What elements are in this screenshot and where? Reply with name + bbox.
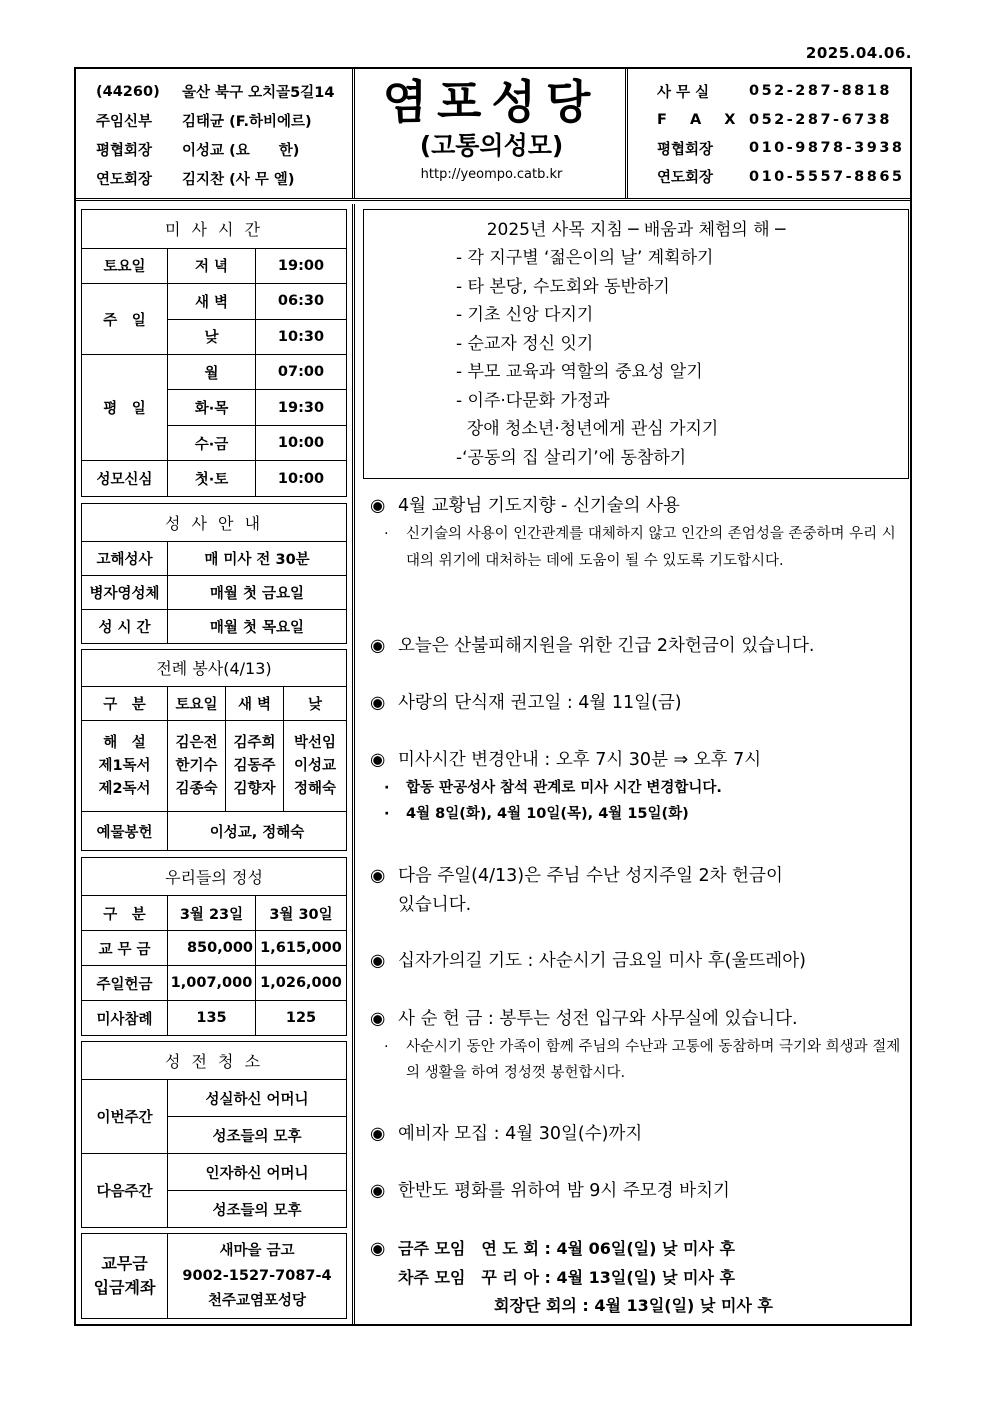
mass-time: 월 — [168, 354, 256, 389]
contact-row — [657, 163, 910, 192]
contact-value: 010-5557-8865 — [749, 168, 905, 185]
goal-item: - 기초 신앙 다지기 — [456, 305, 594, 325]
liturgy-head: 토요일 — [168, 686, 226, 721]
liturgy-day: 박선임 이성교 정해숙 — [284, 721, 347, 812]
info-value: 김지찬 (사 무 엘) — [182, 172, 295, 188]
mass-time: 새 벽 — [168, 284, 256, 319]
meeting-text: 금주 모임 연 도 회 : 4월 06일(일) 낮 미사 후 — [398, 1239, 735, 1258]
mass-time: 수·금 — [168, 425, 256, 460]
offering-head: 3월 30일 — [256, 896, 347, 931]
mass-time: 첫·토 — [168, 461, 256, 497]
offering-value: 135 — [168, 1001, 256, 1036]
contact-row — [657, 106, 910, 135]
info-row — [96, 77, 352, 106]
bullet-icon: ◉ — [370, 1009, 386, 1029]
mass-hour: 10:00 — [256, 425, 347, 460]
cleaning-group: 성실하신 어머니 — [168, 1080, 347, 1117]
sacrament-title: 성 사 안 내 — [82, 504, 347, 542]
bullet-icon: ◉ — [370, 1181, 386, 1201]
notice-item — [370, 689, 910, 718]
notice-subtext: 사순시기 동안 가족이 함께 주님의 수난과 고통에 동참하며 극기와 희생과 절제의 생활을 하여 정성껏 봉헌합시다. — [406, 1039, 901, 1081]
contact-value: 052-287-8818 — [749, 83, 892, 100]
bullet-icon: ◉ — [370, 750, 386, 770]
header — [76, 69, 910, 201]
contact-key: F A X — [657, 111, 745, 128]
cleaning-group: 인자하신 어머니 — [168, 1154, 347, 1191]
pastoral-goals-box — [363, 209, 909, 479]
sacrament-table — [81, 503, 347, 644]
liturgy-dawn: 김주희 김동주 김향자 — [226, 721, 284, 812]
info-row — [96, 106, 352, 135]
parish-title: 염포성당 — [382, 75, 601, 129]
liturgy-head: 구 분 — [82, 686, 168, 721]
contact-row — [657, 134, 910, 163]
liturgy-roles: 해 설 제1독서 제2독서 — [82, 721, 168, 812]
notice-text: 사랑의 단식재 권고일 : 4월 11일(금) — [398, 693, 682, 713]
sacrament-key: 고해성사 — [82, 542, 168, 576]
dot-icon: · — [384, 526, 389, 542]
sacrament-key: 성 시 간 — [82, 610, 168, 644]
mass-hour: 10:00 — [256, 461, 347, 497]
account-value: 새마을 금고 9002-1527-7087-4 천주교염포성당 — [168, 1234, 347, 1319]
info-value: 울산 북구 오치골5길14 — [182, 85, 335, 101]
contact-key: 평협회장 — [657, 141, 714, 158]
offering-key: 미사참례 — [82, 1001, 168, 1036]
meeting-text: 회장단 회의 : 4월 13일(일) 낮 미사 후 — [494, 1296, 773, 1315]
liturgy-table — [81, 649, 347, 851]
account-key: 교무금 입금계좌 — [82, 1234, 168, 1319]
contact-value: 052-287-6738 — [749, 111, 892, 128]
offertory-value: 이성교, 정해숙 — [168, 812, 347, 851]
offering-table — [81, 857, 347, 1036]
mass-hour: 19:30 — [256, 390, 347, 425]
notice-subtext: 4월 8일(화), 4월 10일(목), 4월 15일(화) — [406, 806, 689, 822]
mass-time: 화·목 — [168, 390, 256, 425]
offering-key: 교 무 금 — [82, 931, 168, 966]
notice-item — [370, 947, 910, 976]
parish-subtitle: (고통의성모) — [419, 131, 564, 160]
notice-subtext: 신기술의 사용이 인간관계를 대체하지 않고 인간의 존엄성을 존중하며 우리 시대의 위기에 대처하는 데에 도움이 될 수 있도록 기도합시다. — [406, 526, 896, 569]
parish-title-block — [358, 69, 628, 198]
dot-icon: · — [384, 806, 390, 822]
goal-item: - 순교자 정신 잇기 — [456, 333, 594, 354]
offering-value: 1,007,000 — [168, 966, 256, 1001]
mass-day: 토요일 — [82, 248, 168, 283]
bullet-icon: ◉ — [370, 693, 386, 713]
notice-text: 4월 교황님 기도지향 - 신기술의 사용 — [398, 496, 680, 516]
liturgy-sat: 김은전 한기수 김종숙 — [168, 721, 226, 812]
notice-item — [370, 1005, 910, 1086]
cleaning-week: 다음주간 — [82, 1154, 168, 1228]
offering-head: 구 분 — [82, 896, 168, 931]
notice-text: 미사시간 변경안내 : 오후 7시 30분 ⇒ 오후 7시 — [398, 750, 762, 770]
sacrament-key: 병자영성체 — [82, 576, 168, 610]
goal-item: 장애 청소년·청년에게 관심 가지기 — [456, 419, 719, 439]
mass-hour: 19:00 — [256, 248, 347, 283]
bullet-icon: ◉ — [370, 951, 386, 971]
notice-item — [370, 1177, 910, 1206]
mass-time: 낮 — [168, 319, 256, 354]
notice-text: 십자가의길 기도 : 사순시기 금요일 미사 후(울뜨레아) — [398, 951, 806, 971]
contact-row — [657, 77, 910, 106]
notice-item — [370, 492, 910, 575]
offering-value: 850,000 — [168, 931, 256, 966]
contact-key: 사 무 실 — [657, 84, 710, 101]
liturgy-head: 새 벽 — [226, 686, 284, 721]
goal-item: - 이주·다문화 가정과 — [456, 390, 610, 411]
notice-item — [370, 862, 910, 920]
bullet-icon: ◉ — [370, 636, 386, 656]
notice-item — [370, 632, 910, 661]
notice-text: 예비자 모집 : 4월 30일(수)까지 — [398, 1124, 643, 1144]
parish-url[interactable]: http://yeompo.catb.kr — [420, 167, 563, 182]
offering-value: 125 — [256, 1001, 347, 1036]
notice-item — [370, 1235, 910, 1321]
mass-day: 평 일 — [82, 354, 168, 460]
cleaning-week: 이번주간 — [82, 1080, 168, 1154]
goal-item: -‘공동의 집 살리기’에 동참하기 — [456, 447, 687, 468]
notice-text: 한반도 평화를 위하여 밤 9시 주모경 바치기 — [398, 1181, 730, 1201]
liturgy-title: 전례 봉사(4/13) — [82, 650, 347, 687]
left-column — [76, 204, 355, 1326]
liturgy-head: 낮 — [284, 686, 347, 721]
info-key: 주임신부 — [96, 114, 153, 130]
mass-schedule-table — [81, 209, 347, 497]
bulletin-date: 2025.04.06. — [805, 44, 912, 62]
mass-hour: 10:30 — [256, 319, 347, 354]
bulletin-frame — [74, 67, 912, 1326]
offering-value: 1,026,000 — [256, 966, 347, 1001]
right-column — [358, 204, 910, 1326]
mass-day: 성모신심 — [82, 461, 168, 497]
cleaning-title: 성 전 청 소 — [82, 1042, 347, 1080]
cleaning-table — [81, 1041, 347, 1228]
notice-item — [370, 746, 910, 827]
notice-text: 있습니다. — [398, 895, 472, 915]
offering-title: 우리들의 정성 — [82, 858, 347, 896]
notice-item — [370, 1120, 910, 1149]
offering-value: 1,615,000 — [256, 931, 347, 966]
goal-item: - 각 지구별 ‘젊은이의 날’ 계획하기 — [456, 248, 714, 268]
contact-key: 연도회장 — [657, 170, 714, 187]
sacrament-value: 매월 첫 목요일 — [168, 610, 347, 644]
cleaning-group: 성조들의 모후 — [168, 1117, 347, 1154]
meeting-text: 차주 모임 꾸 리 아 : 4월 13일(일) 낮 미사 후 — [398, 1267, 735, 1287]
bullet-icon: ◉ — [370, 866, 386, 886]
info-key: (44260) — [96, 83, 160, 100]
dot-icon: · — [384, 1039, 389, 1055]
info-key: 연도회장 — [96, 172, 153, 188]
notice-text: 오늘은 산불피해지원을 위한 긴급 2차헌금이 있습니다. — [398, 636, 815, 656]
dot-icon: · — [384, 780, 390, 796]
cleaning-group: 성조들의 모후 — [168, 1191, 347, 1228]
mass-hour: 06:30 — [256, 284, 347, 319]
info-value: 이성교 (요 한) — [182, 143, 300, 159]
bullet-icon: ◉ — [370, 1239, 386, 1259]
notice-subtext: 합동 판공성사 참석 관계로 미사 시간 변경합니다. — [406, 780, 722, 796]
info-row — [96, 135, 352, 164]
bullet-icon: ◉ — [370, 1124, 386, 1144]
mass-time: 저 녁 — [168, 248, 256, 283]
goal-item: - 타 본당, 수도회와 동반하기 — [456, 276, 670, 297]
mass-title: 미 사 시 간 — [82, 210, 347, 249]
goal-item: - 부모 교육과 역할의 중요성 알기 — [456, 362, 703, 382]
notice-text: 다음 주일(4/13)은 주님 수난 성지주일 2차 헌금이 — [398, 866, 783, 886]
info-key: 평협회장 — [96, 143, 153, 159]
notice-text: 사 순 헌 금 : 봉투는 성전 입구와 사무실에 있습니다. — [398, 1009, 798, 1029]
sacrament-value: 매월 첫 금요일 — [168, 576, 347, 610]
info-row — [96, 164, 352, 193]
offertory-key: 예물봉헌 — [82, 812, 168, 851]
contact-info — [631, 69, 910, 198]
sacrament-value: 매 미사 전 30분 — [168, 542, 347, 576]
offering-head: 3월 23일 — [168, 896, 256, 931]
parish-info — [76, 69, 355, 198]
bullet-icon: ◉ — [370, 496, 386, 516]
goals-title: 2025년 사목 지침 ─ 배움과 체험의 해 ─ — [486, 220, 786, 240]
offering-key: 주일헌금 — [82, 966, 168, 1001]
mass-day: 주 일 — [82, 284, 168, 355]
mass-hour: 07:00 — [256, 354, 347, 389]
account-table — [81, 1233, 347, 1319]
contact-value: 010-9878-3938 — [749, 140, 905, 157]
info-value: 김태균 (F.하비에르) — [182, 114, 312, 130]
